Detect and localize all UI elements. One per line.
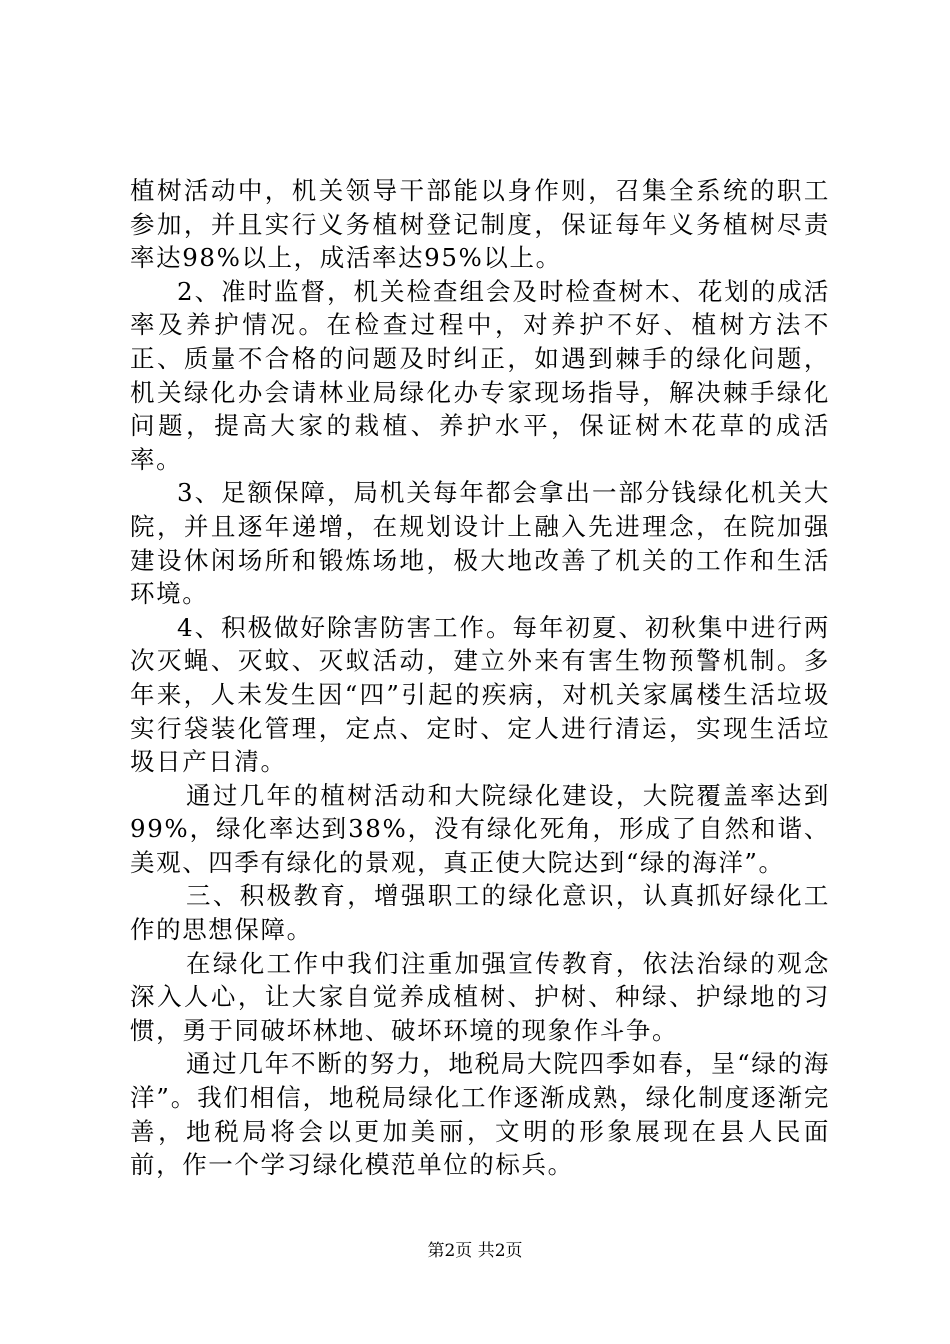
paragraph-publicity: 在绿化工作中我们注重加强宣传教育，依法治绿的观念深入人心，让大家自觉养成植树、护树、种绿、护绿地的习惯，勇于同破坏林地、破坏环境的现象作斗争。 (130, 948, 830, 1045)
paragraph-pest-control: 4、积极做好除害防害工作。每年初夏、初秋集中进行两次灭蝇、灭蚊、灭蚁活动，建立外来有害生物预警机制。多年来，人未发生因“四”引起的疾病，对机关家属楼生活垃圾实行袋装化管理，定点、定时、定人进行清运，实现生活垃圾日产日清。 (130, 612, 830, 777)
paragraph-greening-results: 通过几年的植树活动和大院绿化建设，大院覆盖率达到99%，绿化率达到38%，没有绿化死角，形成了自然和谐、美观、四季有绿化的景观，真正使大院达到“绿的海洋”。 (130, 780, 830, 877)
paragraph-planting-activity: 植树活动中，机关领导干部能以身作则，召集全系统的职工参加，并且实行义务植树登记制度，保证每年义务植树尽责率达98%以上，成活率达95%以上。 (130, 176, 830, 273)
paragraph-supervision: 2、准时监督，机关检查组会及时检查树木、花划的成活率及养护情况。在检查过程中，对养护不好、植树方法不正、质量不合格的问题及时纠正，如遇到棘手的绿化问题，机关绿化办会请林业局绿化办专家现场指导，解决棘手绿化问题，提高大家的栽植、养护水平，保证树木花草的成活率。 (130, 276, 830, 474)
paragraph-conclusion: 通过几年不断的努力，地税局大院四季如春，呈“绿的海洋”。我们相信，地税局绿化工作逐渐成熟，绿化制度逐渐完善，地税局将会以更加美丽，文明的形象展现在县人民面前，作一个学习绿化模范单位的标兵。 (130, 1049, 830, 1180)
section-heading-education: 三、积极教育，增强职工的绿化意识，认真抓好绿化工作的思想保障。 (130, 881, 830, 945)
paragraph-funding: 3、足额保障，局机关每年都会拿出一部分钱绿化机关大院，并且逐年递增，在规划设计上融入先进理念，在院加强建设休闲场所和锻炼场地，极大地改善了机关的工作和生活环境。 (130, 478, 830, 609)
document-body (130, 174, 830, 1182)
page-number-footer: 第2页 共2页 (427, 1241, 523, 1261)
